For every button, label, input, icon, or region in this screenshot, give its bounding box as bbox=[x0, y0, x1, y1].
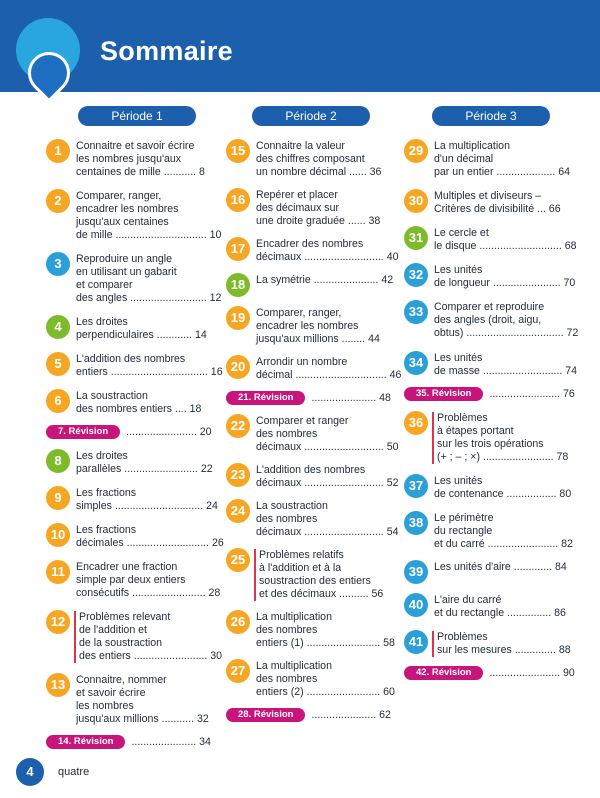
chapter-entry[interactable] bbox=[404, 140, 571, 179]
chapter-title bbox=[254, 549, 383, 601]
chapter-title-line: Problèmes bbox=[437, 631, 488, 643]
revision-label: 21. Révision bbox=[226, 391, 305, 405]
chapter-title bbox=[76, 253, 221, 305]
chapter-entry[interactable] bbox=[404, 594, 566, 620]
chapter-title bbox=[434, 190, 561, 216]
chapter-title bbox=[256, 238, 398, 264]
chapter-number-badge: 32 bbox=[404, 263, 428, 287]
chapter-title-line: sur les mesures .............. 88 bbox=[437, 644, 571, 656]
chapter-title-line: Comparer, ranger, bbox=[256, 307, 342, 319]
chapter-number-badge: 13 bbox=[46, 673, 70, 697]
chapter-number-badge: 17 bbox=[226, 237, 250, 261]
chapter-title-line: des angles (droit, aigu, bbox=[434, 314, 542, 326]
chapter-title-line: des nombres bbox=[256, 624, 318, 636]
chapter-title-line: du rectangle bbox=[434, 525, 493, 537]
chapter-title bbox=[76, 190, 221, 242]
header-banner bbox=[0, 0, 600, 92]
chapter-title-line: (+ ; – ; ×) ........................ 78 bbox=[437, 451, 569, 463]
chapter-title-line: jusqu'aux millions ........ 44 bbox=[256, 333, 380, 345]
chapter-title-line: décimales ............................ 26 bbox=[76, 537, 224, 549]
chapter-entry[interactable] bbox=[226, 415, 399, 454]
chapter-number-badge: 3 bbox=[46, 252, 70, 276]
chapter-title-line: et des décimaux .......... 56 bbox=[259, 588, 384, 600]
chapter-title-line: le disque ............................ 68 bbox=[434, 240, 577, 252]
period-label: Période 3 bbox=[432, 106, 550, 126]
chapter-number-badge: 6 bbox=[46, 389, 70, 413]
chapter-number-badge: 37 bbox=[404, 474, 428, 498]
chapter-entry[interactable] bbox=[404, 227, 577, 253]
chapter-entry[interactable] bbox=[404, 352, 578, 378]
chapter-number-badge: 18 bbox=[226, 273, 250, 297]
column-periode-2 bbox=[226, 106, 402, 722]
chapter-title-line: décimaux ........................... 54 bbox=[256, 526, 399, 538]
chapter-entry[interactable] bbox=[46, 524, 224, 550]
chapter-title-line: simples .............................. 24 bbox=[76, 500, 218, 512]
revision-entry[interactable] bbox=[226, 391, 391, 405]
chapter-title-line: de masse ........................... 74 bbox=[434, 365, 578, 377]
chapter-title-line: un nombre décimal ...... 36 bbox=[256, 166, 382, 178]
chapter-entry[interactable] bbox=[404, 475, 572, 501]
chapter-title-line: encadrer les nombres bbox=[76, 203, 179, 215]
chapter-title bbox=[74, 611, 222, 663]
chapter-number-badge: 4 bbox=[46, 315, 70, 339]
chapter-title-line: Problèmes bbox=[437, 412, 488, 424]
revision-label: 35. Révision bbox=[404, 387, 483, 401]
chapter-title-line: des entiers ......................... 30 bbox=[79, 650, 223, 662]
chapter-title bbox=[434, 227, 577, 253]
chapter-title-line: et comparer bbox=[76, 279, 133, 291]
chapter-number-badge: 5 bbox=[46, 352, 70, 376]
chapter-entry[interactable] bbox=[226, 140, 386, 179]
chapter-title-line: décimaux ........................... 40 bbox=[256, 251, 399, 263]
chapter-entry[interactable] bbox=[226, 464, 399, 490]
revision-entry[interactable] bbox=[404, 387, 575, 401]
chapter-title-line: à l'addition et à la bbox=[259, 562, 342, 574]
chapter-title-line: Comparer et reproduire bbox=[434, 301, 545, 313]
chapter-title-line: les nombres jusqu'aux bbox=[76, 153, 182, 165]
chapter-title-line: décimal ............................... 46 bbox=[256, 369, 402, 381]
revision-page-ref: ........................ 20 bbox=[126, 426, 212, 438]
chapter-title-line: Le périmètre bbox=[434, 512, 494, 524]
chapter-number-badge: 29 bbox=[404, 139, 428, 163]
chapter-entry[interactable] bbox=[404, 190, 561, 216]
chapter-number-badge: 19 bbox=[226, 306, 250, 330]
chapter-title-line: Repérer et placer bbox=[256, 189, 338, 201]
chapter-entry[interactable] bbox=[46, 253, 222, 305]
chapter-title-line: des nombres bbox=[256, 428, 318, 440]
chapter-title-line: Le cercle et bbox=[434, 227, 489, 239]
revision-entry[interactable] bbox=[46, 425, 212, 439]
chapter-entry[interactable] bbox=[226, 238, 399, 264]
chapter-title bbox=[256, 464, 398, 490]
chapter-entry[interactable] bbox=[46, 450, 213, 476]
chapter-title-line: simple par deux entiers bbox=[76, 574, 186, 586]
chapter-title-line: entiers (1) ......................... 58 bbox=[256, 637, 395, 649]
chapter-entry[interactable] bbox=[226, 274, 394, 297]
page-number-badge: 4 bbox=[16, 758, 44, 786]
chapter-number-badge: 1 bbox=[46, 139, 70, 163]
chapter-entry[interactable] bbox=[46, 674, 208, 726]
chapter-entry[interactable] bbox=[226, 611, 395, 650]
chapter-title-line: Comparer, ranger, bbox=[76, 190, 162, 202]
chapter-title-line: une droite graduée ...... 38 bbox=[256, 215, 381, 227]
chapter-title-line: Encadrer des nombres bbox=[256, 238, 364, 250]
chapter-title-line: à étapes portant bbox=[437, 425, 514, 437]
chapter-title bbox=[256, 274, 393, 287]
chapter-title-line: d'un décimal bbox=[434, 153, 494, 165]
chapter-title-line: perpendiculaires ............ 14 bbox=[76, 329, 207, 341]
chapter-title-line: La soustraction bbox=[76, 390, 148, 402]
chapter-title-line: Connaitre, nommer bbox=[76, 674, 167, 686]
chapter-title bbox=[256, 660, 395, 699]
chapter-title-line: L'addition des nombres bbox=[256, 464, 366, 476]
chapter-entry[interactable] bbox=[46, 353, 223, 379]
chapter-number-badge: 33 bbox=[404, 300, 428, 324]
chapter-entry[interactable] bbox=[226, 189, 386, 228]
chapter-title-line: entiers ................................. 16 bbox=[76, 366, 223, 378]
chapter-number-badge: 20 bbox=[226, 355, 250, 379]
chapter-title-line: Les unités bbox=[434, 475, 483, 487]
chapter-title bbox=[434, 594, 566, 620]
chapter-title-line: et du rectangle ............... 86 bbox=[434, 607, 566, 619]
chapter-entry[interactable] bbox=[226, 307, 386, 346]
chapter-title bbox=[434, 140, 570, 179]
revision-page-ref: ...................... 34 bbox=[131, 736, 211, 748]
chapter-title-line: Les fractions bbox=[76, 524, 137, 536]
chapter-title bbox=[434, 512, 573, 551]
chapter-title-line: centaines de mille ........... 8 bbox=[76, 166, 205, 178]
chapter-number-badge: 31 bbox=[404, 226, 428, 250]
chapter-title-line: de longueur ....................... 70 bbox=[434, 277, 576, 289]
chapter-title-line: Connaitre et savoir écrire bbox=[76, 140, 195, 152]
chapter-number-badge: 11 bbox=[46, 560, 70, 584]
chapter-number-badge: 27 bbox=[226, 659, 250, 683]
chapter-title-line: jusqu'aux centaines bbox=[76, 216, 169, 228]
chapter-title-line: des nombres entiers .... 18 bbox=[76, 403, 202, 415]
chapter-title-line: obtus) ................................. 72 bbox=[434, 327, 579, 339]
chapter-title-line: des décimaux sur bbox=[256, 202, 340, 214]
revision-label: 14. Révision bbox=[46, 735, 125, 749]
revision-page-ref: ........................ 90 bbox=[489, 667, 575, 679]
revision-page-ref: ...................... 48 bbox=[311, 392, 391, 404]
chapter-entry[interactable] bbox=[404, 412, 569, 464]
chapter-number-badge: 38 bbox=[404, 511, 428, 535]
chapter-entry[interactable] bbox=[46, 316, 208, 342]
chapter-title bbox=[76, 316, 207, 342]
chapter-entry[interactable] bbox=[226, 356, 402, 382]
chapter-title bbox=[434, 301, 578, 340]
chapter-title-line: de la soustraction bbox=[79, 637, 163, 649]
chapter-title bbox=[76, 674, 209, 726]
chapter-title-line: Arrondir un nombre bbox=[256, 356, 348, 368]
chapter-title bbox=[256, 140, 381, 179]
chapter-entry[interactable] bbox=[404, 561, 567, 584]
chapter-number-badge: 23 bbox=[226, 463, 250, 487]
chapter-number-badge: 22 bbox=[226, 414, 250, 438]
chapter-title-line: Multiples et diviseurs – bbox=[434, 190, 542, 202]
chapter-title bbox=[76, 524, 224, 550]
chapter-number-badge: 24 bbox=[226, 499, 250, 523]
chapter-title-line: La multiplication bbox=[256, 611, 332, 623]
page-title: Sommaire bbox=[100, 36, 233, 66]
chapter-title-line: encadrer les nombres bbox=[256, 320, 359, 332]
chapter-number-badge: 12 bbox=[46, 610, 70, 634]
chapter-title-line: Les droites bbox=[76, 450, 128, 462]
chapter-title bbox=[256, 415, 398, 454]
chapter-title-line: décimaux ........................... 52 bbox=[256, 477, 399, 489]
chapter-title-line: Les unités bbox=[434, 352, 483, 364]
chapter-title bbox=[256, 189, 380, 228]
chapter-title bbox=[76, 561, 220, 600]
chapter-entry[interactable] bbox=[46, 390, 208, 416]
chapter-title-line: de l'addition et bbox=[79, 624, 147, 636]
chapter-number-badge: 39 bbox=[404, 560, 428, 584]
chapter-title-line: des chiffres composant bbox=[256, 153, 365, 165]
chapter-entry[interactable] bbox=[46, 611, 223, 663]
chapter-title-line: en utilisant un gabarit bbox=[76, 266, 177, 278]
revision-label: 28. Révision bbox=[226, 708, 305, 722]
chapter-title bbox=[76, 450, 213, 476]
chapter-entry[interactable] bbox=[226, 549, 386, 601]
chapter-number-badge: 2 bbox=[46, 189, 70, 213]
chapter-entry[interactable] bbox=[46, 561, 221, 600]
chapter-title-line: des angles .......................... 12 bbox=[76, 292, 222, 304]
chapter-number-badge: 36 bbox=[404, 411, 428, 435]
chapter-entry[interactable] bbox=[404, 301, 579, 340]
chapter-title bbox=[432, 631, 571, 657]
chapter-title bbox=[256, 356, 401, 382]
chapter-title-line: Problèmes relatifs bbox=[259, 549, 344, 561]
revision-entry[interactable] bbox=[226, 708, 391, 722]
chapter-title-line: Encadrer une fraction bbox=[76, 561, 178, 573]
chapter-title-line: Connaitre la valeur bbox=[256, 140, 345, 152]
chapter-entry[interactable] bbox=[46, 140, 208, 179]
revision-entry[interactable] bbox=[404, 666, 575, 680]
chapter-title bbox=[434, 475, 571, 501]
chapter-title bbox=[432, 412, 568, 464]
chapter-number-badge: 10 bbox=[46, 523, 70, 547]
chapter-title-line: Les droites bbox=[76, 316, 128, 328]
chapter-title-line: soustraction des entiers bbox=[259, 575, 371, 587]
revision-label: 42. Révision bbox=[404, 666, 483, 680]
chapter-number-badge: 30 bbox=[404, 189, 428, 213]
chapter-title bbox=[434, 264, 575, 290]
column-periode-3 bbox=[404, 106, 579, 680]
chapter-title-line: des nombres bbox=[256, 513, 318, 525]
chapter-title-line: sur les trois opérations bbox=[437, 438, 544, 450]
chapter-title-line: et savoir écrire bbox=[76, 687, 146, 699]
chapter-title-line: Critères de divisibilité ... 66 bbox=[434, 203, 561, 215]
column-periode-1 bbox=[46, 106, 224, 749]
chapter-title-line: La multiplication bbox=[434, 140, 510, 152]
chapter-entry[interactable] bbox=[404, 631, 571, 657]
page-number-word: quatre bbox=[58, 766, 90, 778]
revision-page-ref: ........................ 76 bbox=[489, 388, 575, 400]
chapter-title-line: parallèles ......................... 22 bbox=[76, 463, 213, 475]
chapter-entry[interactable] bbox=[404, 512, 573, 551]
chapter-title bbox=[256, 307, 380, 346]
chapter-title-line: Les unités bbox=[434, 264, 483, 276]
revision-entry[interactable] bbox=[46, 735, 211, 749]
chapter-number-badge: 8 bbox=[46, 449, 70, 473]
chapter-title-line: par un entier .................... 64 bbox=[434, 166, 571, 178]
chapter-title-line: de contenance ................. 80 bbox=[434, 488, 572, 500]
chapter-entry[interactable] bbox=[226, 500, 399, 539]
chapter-title-line: et du carré ........................ 82 bbox=[434, 538, 573, 550]
chapter-title-line: Reproduire un angle bbox=[76, 253, 173, 265]
chapter-title bbox=[76, 140, 205, 179]
chapter-entry[interactable] bbox=[226, 660, 395, 699]
chapter-entry[interactable] bbox=[46, 487, 218, 513]
chapter-entry[interactable] bbox=[46, 190, 222, 242]
chapter-title-line: La multiplication bbox=[256, 660, 332, 672]
period-label: Période 2 bbox=[252, 106, 370, 126]
chapter-title-line: La symétrie ...................... 42 bbox=[256, 274, 394, 286]
chapter-number-badge: 26 bbox=[226, 610, 250, 634]
chapter-title-line: de mille ............................... 10 bbox=[76, 229, 222, 241]
chapter-title-line: jusqu'aux millions ........... 32 bbox=[76, 713, 209, 725]
chapter-number-badge: 16 bbox=[226, 188, 250, 212]
chapter-title-line: décimaux ........................... 50 bbox=[256, 441, 399, 453]
chapter-title bbox=[256, 611, 395, 650]
chapter-entry[interactable] bbox=[404, 264, 576, 290]
chapter-title bbox=[434, 561, 567, 574]
revision-label: 7. Révision bbox=[46, 425, 120, 439]
chapter-title-line: L'aire du carré bbox=[434, 594, 502, 606]
chapter-title-line: les nombres bbox=[76, 700, 134, 712]
chapter-title-line: Comparer et ranger bbox=[256, 415, 349, 427]
chapter-number-badge: 25 bbox=[226, 548, 250, 572]
chapter-number-badge: 41 bbox=[404, 630, 428, 654]
chapter-title-line: La soustraction bbox=[256, 500, 328, 512]
chapter-title-line: consécutifs ......................... 28 bbox=[76, 587, 221, 599]
chapter-title-line: des nombres bbox=[256, 673, 318, 685]
chapter-title-line: L'addition des nombres bbox=[76, 353, 186, 365]
chapter-title bbox=[434, 352, 577, 378]
chapter-title bbox=[256, 500, 398, 539]
chapter-title bbox=[76, 390, 201, 416]
chapter-title-line: Les fractions bbox=[76, 487, 137, 499]
chapter-number-badge: 34 bbox=[404, 351, 428, 375]
chapter-number-badge: 15 bbox=[226, 139, 250, 163]
chapter-title bbox=[76, 353, 223, 379]
chapter-title-line: Les unités d'aire ............. 84 bbox=[434, 561, 567, 573]
chapter-title bbox=[76, 487, 218, 513]
chapter-number-badge: 9 bbox=[46, 486, 70, 510]
period-label: Période 1 bbox=[78, 106, 196, 126]
revision-page-ref: ...................... 62 bbox=[311, 709, 391, 721]
chapter-title-line: Problèmes relevant bbox=[79, 611, 171, 623]
chapter-number-badge: 40 bbox=[404, 593, 428, 617]
chapter-title-line: entiers (2) ......................... 60 bbox=[256, 686, 395, 698]
